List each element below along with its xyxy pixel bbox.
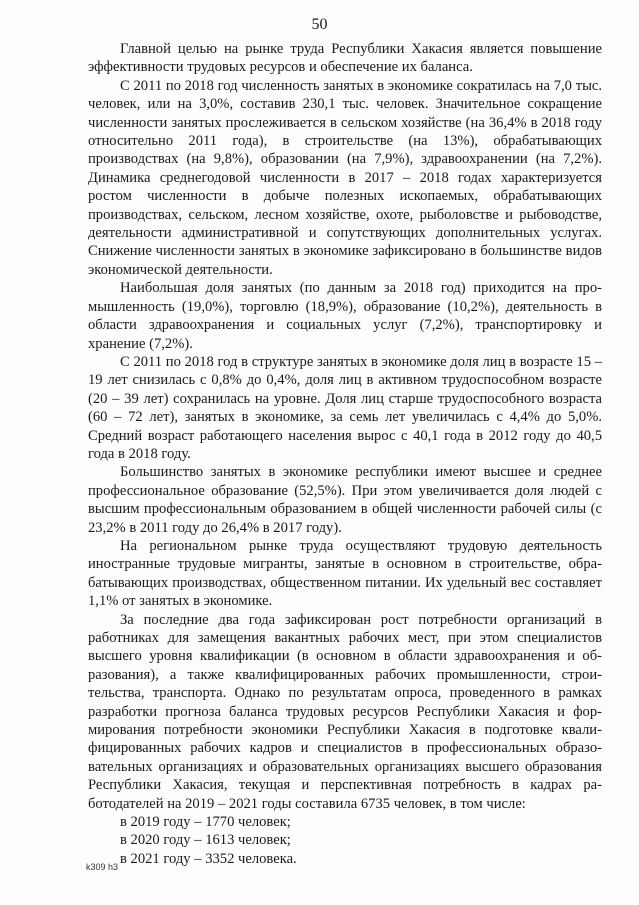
list-item-2021: в 2021 году – 3352 человека. [120, 850, 297, 867]
paragraph-migrants: На региональном рынке труда осуществляют трудовую деятельность иностранные трудовые мигранты, занятые в основном в строительстве, обрабатывающих производствах, общественном питании. Их удельный вес составляет 1,1% от занятых в экономике. [88, 537, 602, 610]
paragraph-goal: Главной целью на рынке труда Республики Хакасия является повышение эффективности трудовых ресурсов и обеспечение их баланса. [88, 41, 602, 76]
paragraph-largest-shares: Наибольшая доля занятых (по данным за 2018 год) приходится на промышленность (19,0%), торговлю (18,9%), образование (10,2%), деятельность в области здравоохранения и социальных услуг (7,2%), транспортировку и хранение (7,2%). [88, 280, 602, 352]
footer-code: k309 h3 [86, 862, 119, 872]
paragraph-age-structure: С 2011 по 2018 год в структуре занятых в экономике доля лиц в возрасте 15 – 19 лет снизилась с 0,8% до 0,4%, доля лиц в активном трудоспособном возрасте (20 – 39 лет) сохранилась на уровне. Доля лиц старше трудоспособного возраста (60 – 72 лет), занятых в экономике, за семь лет увеличилась с 4,4% до 5,0%. Средний возраст работающего населения вырос с 40,1 года в 2012 году до 40,5 года в 2018 году. [88, 353, 602, 462]
paragraph-education: Большинство занятых в экономике республики имеют высшее и среднее профессиональное образование (52,5%). При этом увеличивается доля людей с высшим профессиональным образованием в общей численности рабочей силы (с 23,2% в 2011 году до 26,4% в 2017 году). [88, 464, 602, 536]
list-item-2020: в 2020 году – 1613 человек; [120, 832, 291, 849]
paragraph-demand: За последние два года зафиксирован рост потребности организаций в работниках для замещения вакантных рабочих мест, при этом специалистов высшего уровня квалификации (в основном в области здравоохранения и образования), а также квалифицированных рабочих промышленности, строительства, транспорта. Однако по результатам опроса, проведенного в рамках разработки прогноза баланса трудовых ресурсов Республики Хакасия и формирования потребности экономики Республики Хакасия в подготовке квалифицированных рабочих кадров и специалистов в профессиональных образовательных организациях и образовательных организациях высшего образования Республики Хакасия, текущая и перспективная потребность в кадрах работодателей на 2019 – 2021 годы составила 6735 человек, в том числе: [88, 611, 602, 812]
list-item-2019: в 2019 году – 1770 человек; [120, 814, 291, 831]
document-body [88, 40, 602, 868]
page-number: 50 [311, 16, 328, 33]
paragraph-employment-decline: С 2011 по 2018 год численность занятых в экономике сократилась на 7,0 тыс. человек, или на 3,0%, составив 230,1 тыс. человек. Значительное сокращение численности занятых прослеживается в сельском хозяйстве (на 36,4% в 2018 году относительно 2011 года), в строительстве (на 13%), обрабатывающих производствах (на 9,8%), образовании (на 7,9%), здравоохранении (на 7,2%). Динамика среднегодовой численности в 2017 – 2018 годах характеризуется ростом численности в добыче полезных ископаемых, обрабатывающих производствах, сельском, лесном хозяйстве, охоте, рыболовстве и рыбоводстве, деятельности административной и сопутствующих дополнительных услугах. Снижение численности занятых в экономике зафиксировано в большинстве видов экономической деятельности. [88, 77, 602, 278]
